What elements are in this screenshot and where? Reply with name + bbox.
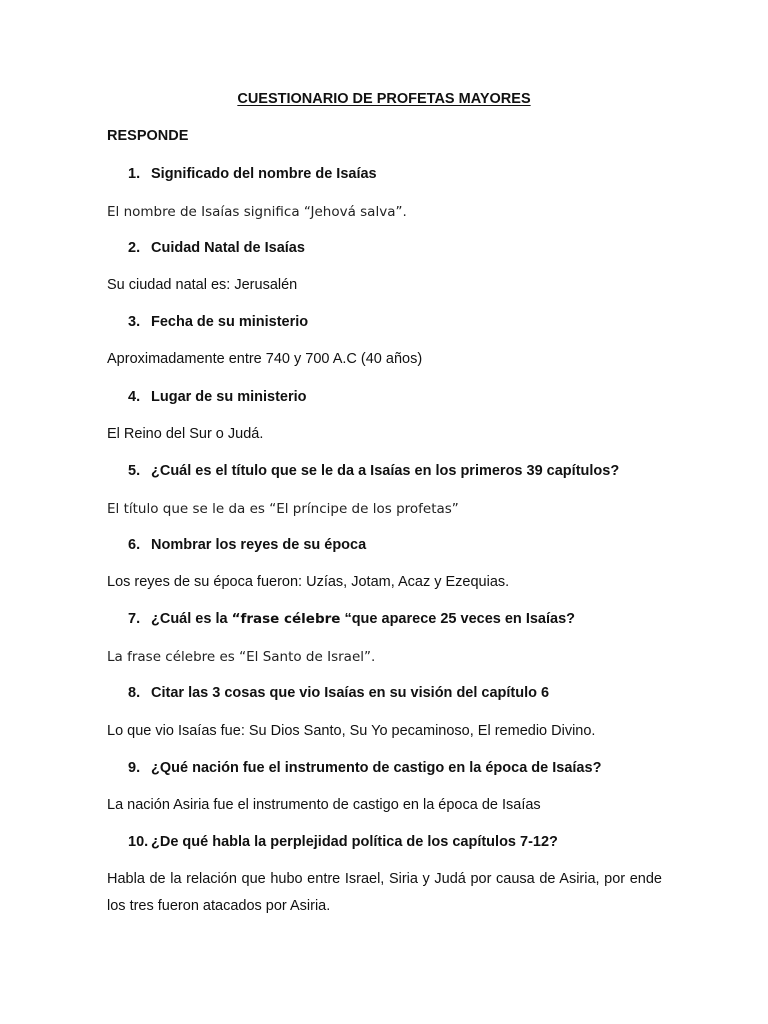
question-number: 2. [128, 240, 141, 256]
question-number: 5. [128, 463, 141, 479]
answer-9: La nación Asiria fue el instrumento de castigo en la época de Isaías [107, 797, 541, 813]
question-number: 3. [128, 314, 141, 330]
question-text: Nombrar los reyes de su época [151, 537, 367, 553]
question-text-quote: “frase célebre [231, 611, 341, 627]
question-2 [128, 240, 305, 256]
answer-3: Aproximadamente entre 740 y 700 A.C (40 años) [107, 351, 423, 367]
answer-2: Su ciudad natal es: Jerusalén [107, 277, 298, 293]
document-title: CUESTIONARIO DE PROFETAS MAYORES [237, 91, 531, 107]
question-3 [128, 314, 308, 330]
question-number: 7. [128, 611, 141, 627]
question-text: Citar las 3 cosas que vio Isaías en su visión del capítulo 6 [151, 685, 550, 701]
question-6 [128, 537, 366, 553]
question-8 [128, 685, 549, 701]
question-number: 1. [128, 166, 141, 182]
question-number: 10. [128, 834, 149, 850]
question-text: ¿Cuál es el título que se le da a Isaías en los primeros 39 capítulos? [151, 463, 620, 479]
question-7 [128, 611, 575, 627]
answer-8: Lo que vio Isaías fue: Su Dios Santo, Su Yo pecaminoso, El remedio Divino. [107, 723, 596, 739]
question-text: Significado del nombre de Isaías [151, 166, 377, 182]
question-text: “que aparece 25 veces en Isaías? [340, 611, 575, 627]
question-number: 9. [128, 760, 141, 776]
answer-10: Habla de la relación que hubo entre Israel, Siria y Judá por causa de Asiria, por ende los tres fueron atacados por Asiria. [107, 871, 662, 914]
question-text: ¿Qué nación fue el instrumento de castigo en la época de Isaías? [151, 760, 602, 776]
question-text: Fecha de su ministerio [151, 314, 309, 330]
question-5 [128, 463, 619, 479]
question-number: 4. [128, 389, 141, 405]
answer-6: Los reyes de su época fueron: Uzías, Jotam, Acaz y Ezequias. [107, 574, 510, 590]
question-9 [128, 760, 601, 776]
answer-1: El nombre de Isaías significa “Jehová salva”. [107, 204, 407, 220]
question-4 [128, 389, 307, 405]
question-number: 8. [128, 685, 141, 701]
answer-7: La frase célebre es “El Santo de Israel”. [107, 649, 376, 665]
question-text: Lugar de su ministerio [151, 389, 307, 405]
question-text: Cuidad Natal de Isaías [151, 240, 305, 256]
question-text: ¿Cuál es la [151, 611, 232, 627]
answer-5: El título que se le da es “El príncipe de los profetas” [107, 501, 459, 517]
answer-4: El Reino del Sur o Judá. [107, 426, 264, 442]
question-text: ¿De qué habla la perplejidad política de los capítulos 7-12? [151, 834, 558, 850]
instruction-heading: RESPONDE [107, 128, 189, 144]
question-1 [128, 166, 377, 182]
question-10 [128, 834, 558, 850]
question-number: 6. [128, 537, 141, 553]
